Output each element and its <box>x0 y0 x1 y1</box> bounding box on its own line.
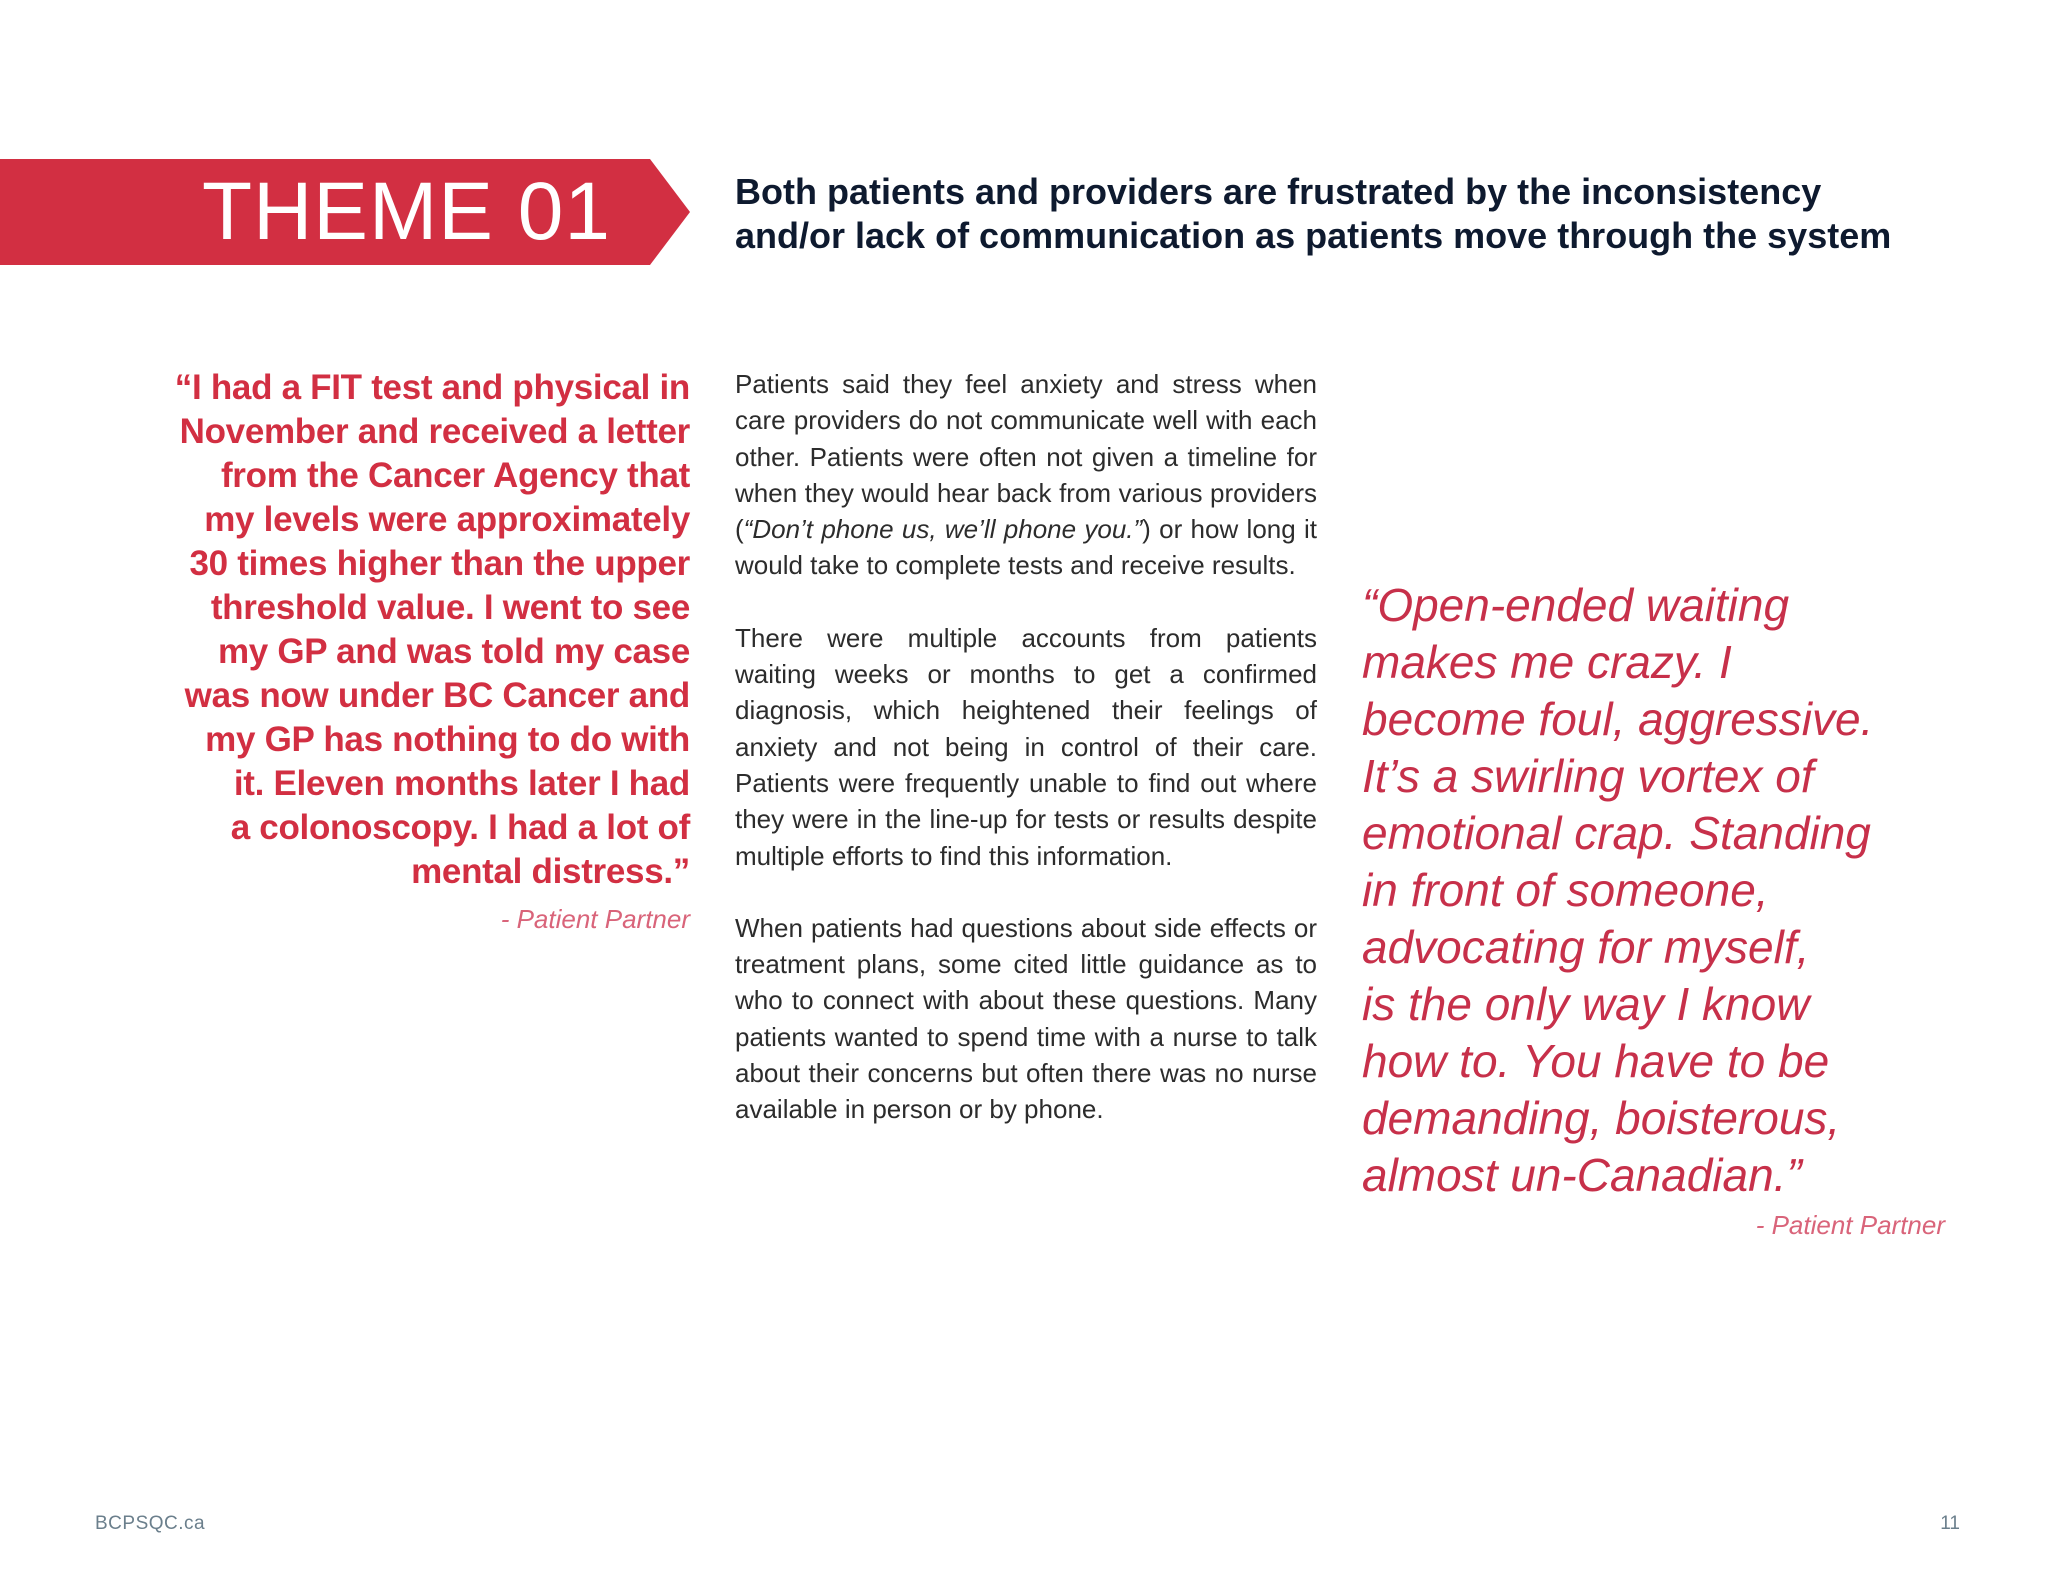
quote-line: November and received a letter <box>179 412 690 451</box>
quote-line: 30 times higher than the upper <box>189 544 690 583</box>
quote-line: makes me crazy. I <box>1362 636 1732 688</box>
quote-line: almost un-Canadian.” <box>1362 1149 1802 1201</box>
footer-website: BCPSQC.ca <box>95 1513 206 1534</box>
body-p1-quote: “Don’t phone us, we’ll phone you.” <box>743 514 1143 545</box>
body-p1-start: Patients said they feel anxiety and stress when care providers do not communicate well with each other. Patients were often not given a timeline for when they would hear back from various providers ( <box>735 369 1317 545</box>
quote-line: is the only way I know <box>1362 978 1810 1030</box>
quote-line: demanding, boisterous, <box>1362 1092 1841 1144</box>
body-p1-end: ) or how long it would take to complete tests and receive results. <box>735 514 1317 581</box>
quote-line: mental distress.” <box>411 852 690 891</box>
heading-line: Both patients and providers are frustrated by the inconsistency <box>735 171 1822 212</box>
quote-line: from the Cancer Agency that <box>220 456 690 495</box>
quote-line: a colonoscopy. I had a lot of <box>230 808 690 847</box>
quote-line: my GP has nothing to do with <box>205 720 690 759</box>
left-quote-attribution: - Patient Partner <box>500 904 690 934</box>
quote-line: my levels were approximately <box>204 500 690 539</box>
theme-heading <box>735 170 1995 258</box>
right-quote-attribution: - Patient Partner <box>1755 1210 1945 1240</box>
body-paragraph-2: There were multiple accounts from patients waiting weeks or months to get a confirmed diagnosis, which heightened their feelings of anxiety and not being in control of their care. Patients were frequently unable to find out where they were in the line-up for tests or results despite multiple efforts to find this information. <box>735 622 1317 871</box>
body-paragraph-1 <box>735 366 1317 584</box>
body-text <box>735 366 1317 1164</box>
quote-line: become foul, aggressive. <box>1362 693 1874 745</box>
quote-line: it. Eleven months later I had <box>233 764 690 803</box>
quote-line: emotional crap. Standing <box>1362 807 1871 859</box>
quote-line: “Open-ended waiting <box>1362 579 1790 631</box>
quote-line: how to. You have to be <box>1362 1035 1830 1087</box>
quote-line: “I had a FIT test and physical in <box>174 368 690 407</box>
left-pull-quote <box>100 366 690 894</box>
quote-line: It’s a swirling vortex of <box>1362 750 1814 802</box>
quote-line: advocating for myself, <box>1362 921 1810 973</box>
quote-line: my GP and was told my case <box>217 632 690 671</box>
page-number: 11 <box>1940 1513 1960 1534</box>
quote-line: threshold value. I went to see <box>210 588 690 627</box>
quote-line: was now under BC Cancer and <box>184 676 690 715</box>
body-paragraph-3: When patients had questions about side effects or treatment plans, some cited little guidance as to who to connect with about these questions. Many patients wanted to spend time with a nurse to talk about their concerns but often there was no nurse available in person or by phone. <box>735 912 1317 1125</box>
theme-title: THEME 01 <box>202 166 611 257</box>
heading-line: and/or lack of communication as patients move through the system <box>735 215 1892 256</box>
quote-line: in front of someone, <box>1362 864 1769 916</box>
right-pull-quote <box>1362 577 2002 1204</box>
